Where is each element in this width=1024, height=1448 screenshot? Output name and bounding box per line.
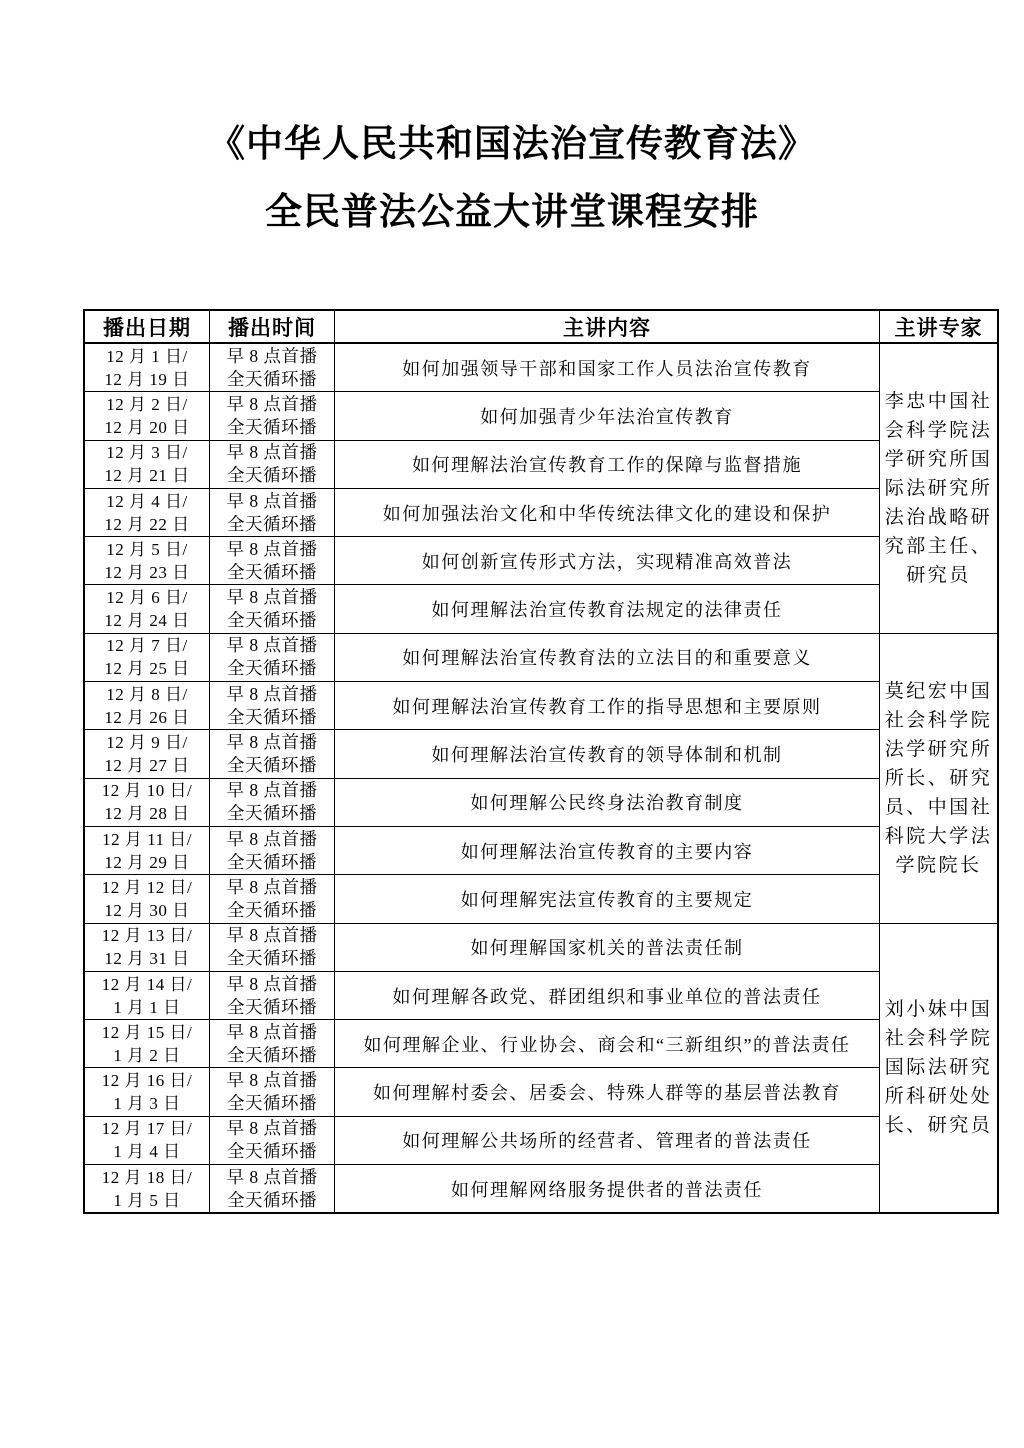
topic-cell: 如何加强法治文化和中华传统法律文化的建设和保护 (335, 488, 880, 536)
broadcast-date-cell: 12 月 10 日/ 12 月 28 日 (84, 778, 210, 826)
schedule-table-body (84, 343, 998, 1213)
table-row (84, 1020, 998, 1068)
title-line-2: 全民普法公益大讲堂课程安排 (265, 192, 759, 233)
broadcast-time-cell: 早 8 点首播 全天循环播 (210, 923, 335, 971)
broadcast-date-cell: 12 月 11 日/ 12 月 29 日 (84, 826, 210, 874)
broadcast-date-cell: 12 月 4 日/ 12 月 22 日 (84, 488, 210, 536)
header-broadcast-date: 播出日期 (84, 310, 210, 343)
topic-cell: 如何理解法治宣传教育工作的指导思想和主要原则 (335, 682, 880, 730)
topic-cell: 如何理解法治宣传教育法的立法目的和重要意义 (335, 633, 880, 681)
broadcast-date-cell: 12 月 16 日/ 1 月 3 日 (84, 1068, 210, 1116)
broadcast-time-cell: 早 8 点首播 全天循环播 (210, 682, 335, 730)
topic-cell: 如何理解村委会、居委会、特殊人群等的基层普法教育 (335, 1068, 880, 1116)
topic-cell: 如何理解法治宣传教育工作的保障与监督措施 (335, 440, 880, 488)
broadcast-date-cell: 12 月 14 日/ 1 月 1 日 (84, 971, 210, 1019)
table-row (84, 440, 998, 488)
broadcast-date-cell: 12 月 13 日/ 12 月 31 日 (84, 923, 210, 971)
schedule-table (83, 309, 999, 1214)
header-topic: 主讲内容 (335, 310, 880, 343)
table-row (84, 682, 998, 730)
table-row (84, 1165, 998, 1214)
table-row (84, 488, 998, 536)
header-row (84, 310, 998, 343)
broadcast-time-cell: 早 8 点首播 全天循环播 (210, 730, 335, 778)
broadcast-time-cell: 早 8 点首播 全天循环播 (210, 826, 335, 874)
table-row (84, 392, 998, 440)
broadcast-time-cell: 早 8 点首播 全天循环播 (210, 1165, 335, 1214)
table-row (84, 1116, 998, 1164)
broadcast-time-cell: 早 8 点首播 全天循环播 (210, 585, 335, 633)
broadcast-time-cell: 早 8 点首播 全天循环播 (210, 537, 335, 585)
expert-cell: 刘小妹中国社会科学院国际法研究所科研处处长、研究员 (880, 923, 999, 1213)
topic-cell: 如何理解各政党、群团组织和事业单位的普法责任 (335, 971, 880, 1019)
broadcast-date-cell: 12 月 15 日/ 1 月 2 日 (84, 1020, 210, 1068)
topic-cell: 如何理解网络服务提供者的普法责任 (335, 1165, 880, 1214)
table-row (84, 923, 998, 971)
broadcast-date-cell: 12 月 6 日/ 12 月 24 日 (84, 585, 210, 633)
broadcast-time-cell: 早 8 点首播 全天循环播 (210, 971, 335, 1019)
topic-cell: 如何理解法治宣传教育法规定的法律责任 (335, 585, 880, 633)
schedule-table-head (84, 310, 998, 343)
table-row (84, 730, 998, 778)
table-row (84, 875, 998, 923)
topic-cell: 如何理解公民终身法治教育制度 (335, 778, 880, 826)
header-broadcast-time: 播出时间 (210, 310, 335, 343)
broadcast-time-cell: 早 8 点首播 全天循环播 (210, 1020, 335, 1068)
topic-cell: 如何理解企业、行业协会、商会和“三新组织”的普法责任 (335, 1020, 880, 1068)
broadcast-time-cell: 早 8 点首播 全天循环播 (210, 633, 335, 681)
topic-cell: 如何创新宣传形式方法，实现精准高效普法 (335, 537, 880, 585)
topic-cell: 如何加强青少年法治宣传教育 (335, 392, 880, 440)
broadcast-time-cell: 早 8 点首播 全天循环播 (210, 1116, 335, 1164)
expert-cell: 莫纪宏中国社会科学院法学研究所所长、研究员、中国社科院大学法学院院长 (880, 633, 999, 923)
broadcast-date-cell: 12 月 2 日/ 12 月 20 日 (84, 392, 210, 440)
table-row (84, 826, 998, 874)
topic-cell: 如何理解宪法宣传教育的主要规定 (335, 875, 880, 923)
broadcast-date-cell: 12 月 8 日/ 12 月 26 日 (84, 682, 210, 730)
broadcast-date-cell: 12 月 12 日/ 12 月 30 日 (84, 875, 210, 923)
broadcast-time-cell: 早 8 点首播 全天循环播 (210, 392, 335, 440)
topic-cell: 如何理解法治宣传教育的领导体制和机制 (335, 730, 880, 778)
broadcast-time-cell: 早 8 点首播 全天循环播 (210, 875, 335, 923)
header-expert: 主讲专家 (880, 310, 999, 343)
broadcast-date-cell: 12 月 17 日/ 1 月 4 日 (84, 1116, 210, 1164)
table-row (84, 343, 998, 392)
expert-cell: 李忠中国社会科学院法学研究所国际法研究所法治战略研究部主任、研究员 (880, 343, 999, 633)
topic-cell: 如何理解法治宣传教育的主要内容 (335, 826, 880, 874)
broadcast-time-cell: 早 8 点首播 全天循环播 (210, 778, 335, 826)
broadcast-date-cell: 12 月 3 日/ 12 月 21 日 (84, 440, 210, 488)
topic-cell: 如何加强领导干部和国家工作人员法治宣传教育 (335, 343, 880, 392)
broadcast-time-cell: 早 8 点首播 全天循环播 (210, 488, 335, 536)
document-title (0, 0, 1024, 233)
broadcast-time-cell: 早 8 点首播 全天循环播 (210, 343, 335, 392)
table-row (84, 778, 998, 826)
broadcast-date-cell: 12 月 18 日/ 1 月 5 日 (84, 1165, 210, 1214)
table-row (84, 1068, 998, 1116)
title-line-1: 《中华人民共和国法治宣传教育法》 (208, 124, 816, 165)
topic-cell: 如何理解公共场所的经营者、管理者的普法责任 (335, 1116, 880, 1164)
broadcast-date-cell: 12 月 9 日/ 12 月 27 日 (84, 730, 210, 778)
table-row (84, 633, 998, 681)
topic-cell: 如何理解国家机关的普法责任制 (335, 923, 880, 971)
table-row (84, 537, 998, 585)
broadcast-time-cell: 早 8 点首播 全天循环播 (210, 440, 335, 488)
table-row (84, 971, 998, 1019)
broadcast-time-cell: 早 8 点首播 全天循环播 (210, 1068, 335, 1116)
broadcast-date-cell: 12 月 7 日/ 12 月 25 日 (84, 633, 210, 681)
table-row (84, 585, 998, 633)
broadcast-date-cell: 12 月 1 日/ 12 月 19 日 (84, 343, 210, 392)
broadcast-date-cell: 12 月 5 日/ 12 月 23 日 (84, 537, 210, 585)
